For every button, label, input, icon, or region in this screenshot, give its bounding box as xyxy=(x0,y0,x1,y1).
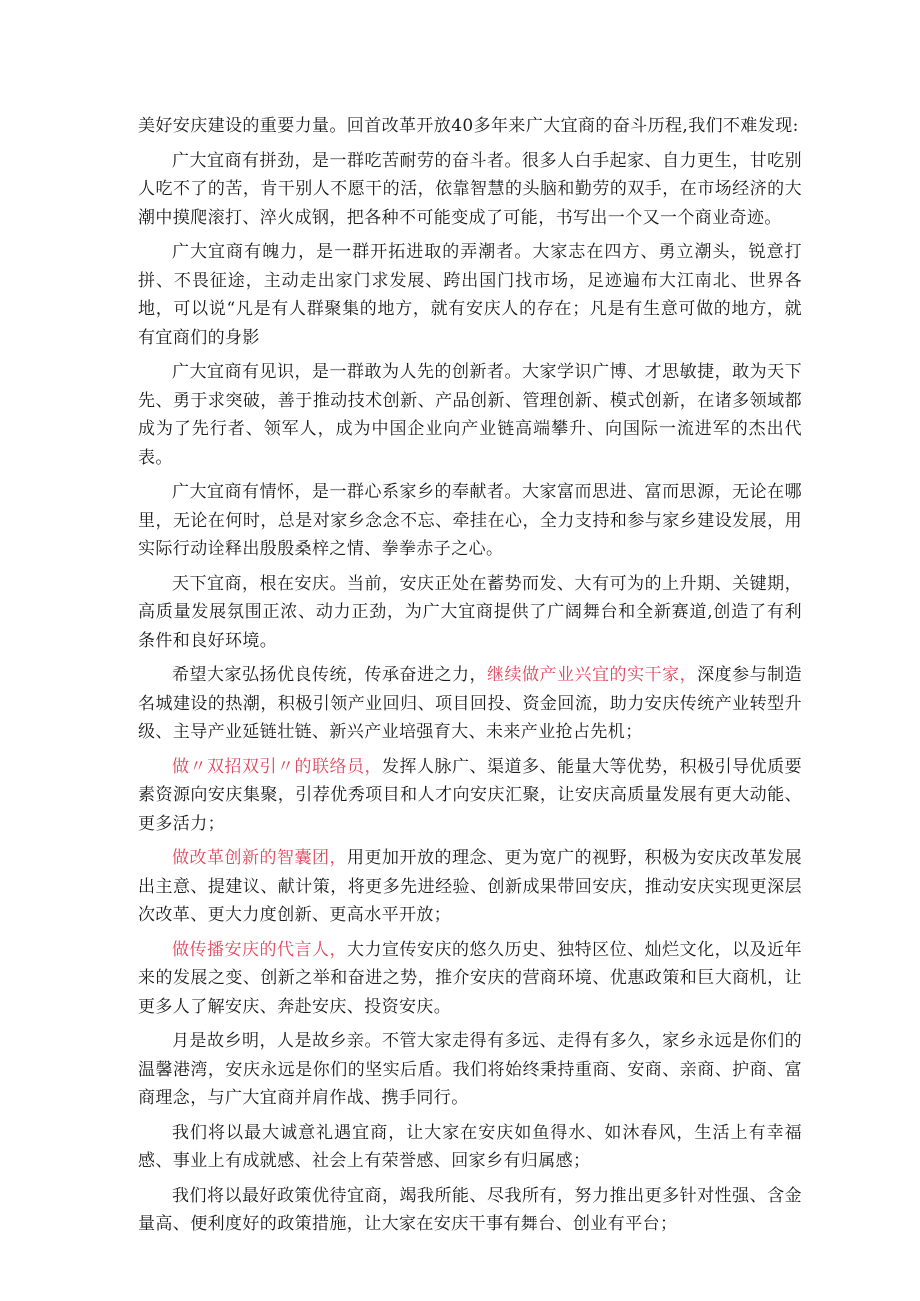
paragraph-1: 美好安庆建设的重要力量。回首改革开放40多年来广大宜商的奋斗历程,我们不难发现: xyxy=(138,116,799,136)
paragraph-13: 我们将以最好政策优待宜商，竭我所能、尽我所有，努力推出更多针对性强、含金量高、便利度好的政策措施，让大家在安庆干事有舞台、创业有平台； xyxy=(138,1185,802,1234)
paragraph-2: 广大宜商有拼劲，是一群吃苦耐劳的奋斗者。很多人白手起家、自力更生，甘吃别人吃不了的苦，肯干别人不愿干的活，依靠智慧的头脑和勤劳的双手，在市场经济的大潮中摸爬滚打、淬火成钢，把各种不可能变成了可能，书写出一个又一个商业奇迹。 xyxy=(138,150,802,228)
paragraph-7 xyxy=(138,661,802,747)
highlight-phrase: 做〃双招双引〃的联络员， xyxy=(172,756,383,777)
paragraph-3: 广大宜商有魄力，是一群开拓进取的弄潮者。大家志在四方、勇立潮头，锐意打拼、不畏征途，主动走出家门求发展、跨出国门找市场，足迹遍布大江南北、世界各地，可以说“凡是有人群聚集的地方，就有安庆人的存在；凡是有生意可做的地方，就有宜商们的身影 xyxy=(138,242,802,348)
paragraph-6: 天下宜商，根在安庆。当前，安庆正处在蓄势而发、大有可为的上升期、关键期，高质量发展氛围正浓、动力正劲，为广大宜商提供了广阔舞台和全新赛道,创造了有利条件和良好环境。 xyxy=(138,573,802,651)
paragraph-11: 月是故乡明，人是故乡亲。不管大家走得有多远、走得有多久，家乡永远是你们的温馨港湾，安庆永远是你们的坚实后盾。我们将始终秉持重商、安商、亲商、护商、富商理念，与广大宜商并肩作战、携手同行。 xyxy=(138,1031,802,1108)
paragraph-10-text: 大力宣传安庆的悠久历史、独特区位、灿烂文化，以及近年来的发展之变、创新之举和奋进之势，推介安庆的营商环境、优惠政策和巨大商机，让更多人了解安庆、奔赴安庆、投资安庆。 xyxy=(138,939,802,1017)
paragraph-7-text: 深度参与制造名城建设的热潮，积极引领产业回归、项目回投、资金回流，助力安庆传统产业转型升级、主导产业延链壮链、新兴产业培强育大、未来产业抢占先机； xyxy=(138,665,802,742)
paragraph-7-lead: 希望大家弘扬优良传统，传承奋进之力， xyxy=(172,665,488,685)
paragraph-8 xyxy=(138,753,802,839)
highlight-phrase: 做改革创新的智囊团， xyxy=(172,848,348,868)
highlight-phrase: 做传播安庆的代言人， xyxy=(172,939,348,960)
paragraph-5: 广大宜商有情怀，是一群心系家乡的奉献者。大家富而思进、富而思源，无论在哪里，无论在何时，总是对家乡念念不忘、牵挂在心，全力支持和参与家乡建设发展，用实际行动诠释出殷殷桑梓之情、拳拳赤子之心。 xyxy=(138,482,802,559)
document-body xyxy=(138,112,802,1245)
paragraph-8-text: 发挥人脉广、渠道多、能量大等优势，积极引导优质要素资源向安庆集聚，引荐优秀项目和人才向安庆汇聚，让安庆高质量发展有更大动能、更多活力； xyxy=(138,756,802,834)
paragraph-4: 广大宜商有见识，是一群敢为人先的创新者。大家学识广博、才思敏捷，敢为天下先、勇于求突破，善于推动技术创新、产品创新、管理创新、模式创新，在诸多领域都成为了先行者、领军人，成为中国企业向产业链高端攀升、向国际一流进军的杰出代表。 xyxy=(138,362,802,468)
paragraph-10 xyxy=(138,936,802,1022)
paragraph-9 xyxy=(138,844,802,930)
highlight-phrase: 继续做产业兴宜的实干家， xyxy=(487,665,698,685)
paragraph-12: 我们将以最大诚意礼遇宜商，让大家在安庆如鱼得水、如沐春风，生活上有幸福感、事业上有成就感、社会上有荣誉感、回家乡有归属感； xyxy=(138,1122,802,1171)
paragraph-9-text: 用更加开放的理念、更为宽广的视野，积极为安庆改革发展出主意、提建议、献计策，将更多先进经验、创新成果带回安庆，推动安庆实现更深层次改革、更大力度创新、更高水平开放； xyxy=(138,848,802,925)
